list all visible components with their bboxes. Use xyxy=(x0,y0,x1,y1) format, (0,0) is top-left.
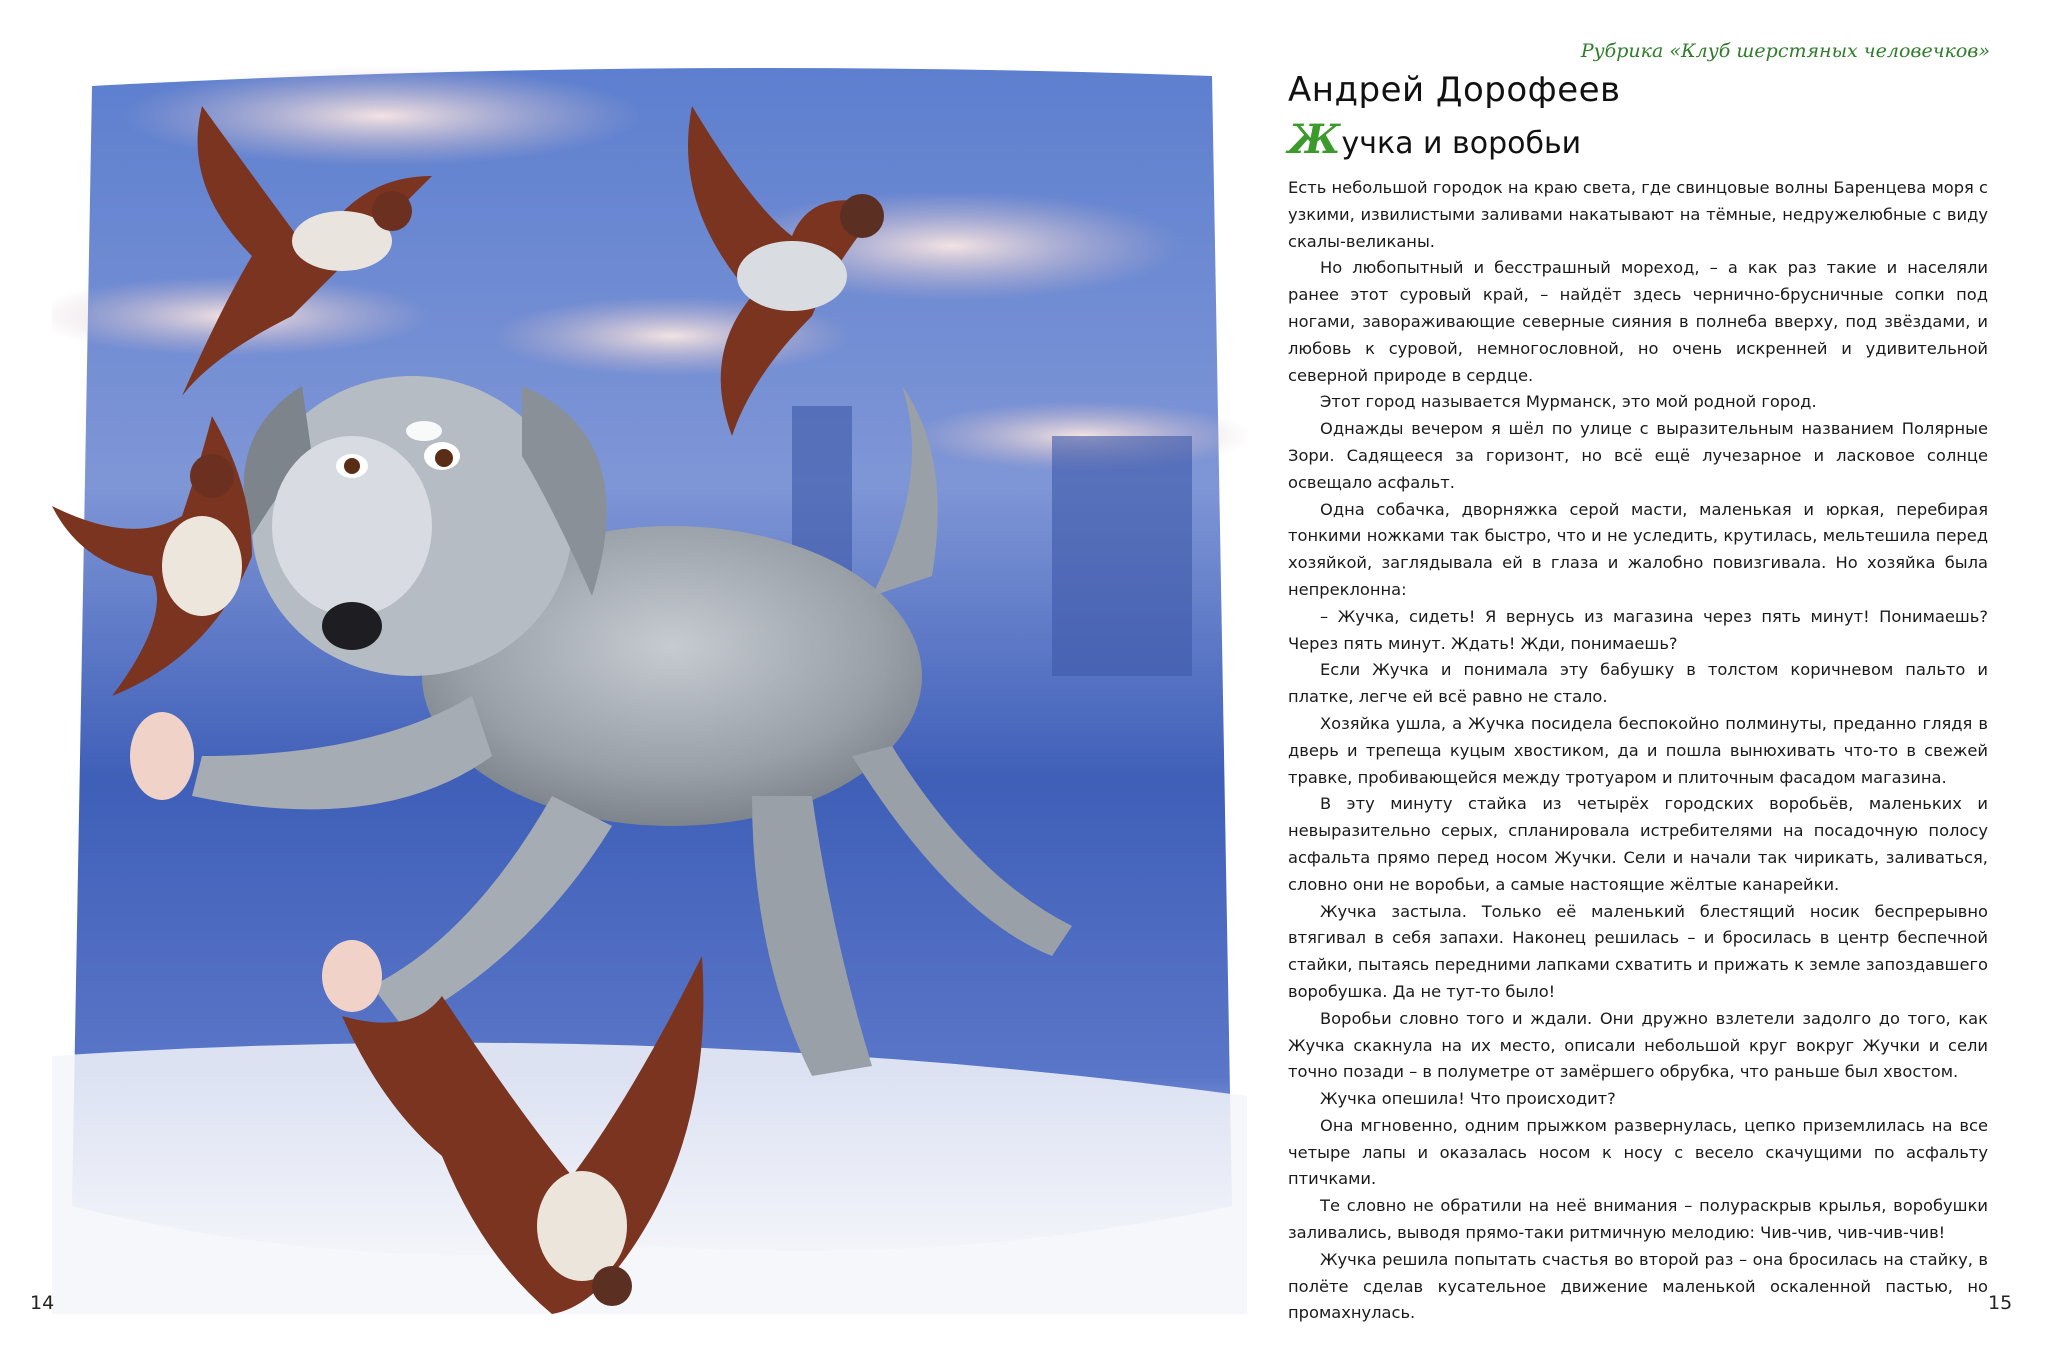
title-initial: Ж xyxy=(1288,116,1341,163)
paragraph: Жучка опешила! Что происходит? xyxy=(1320,1089,1616,1109)
dog-and-sparrows-painting-icon xyxy=(52,56,1247,1314)
page-number-right: 15 xyxy=(1988,1292,2013,1314)
author-name: Андрей Дорофеев xyxy=(1288,70,1621,110)
rubric-header: Рубрика «Клуб шерстяных человечков» xyxy=(1580,40,1990,62)
page-number-left: 14 xyxy=(30,1292,55,1314)
dog-and-sparrows-illustration xyxy=(52,56,1247,1314)
paragraph: Жучка застыла. Только её маленький блестящий носик беспрерывно втягивал в себя запахи. Наконец решилась – и бросилась в центр беспечной стайки, пытаясь передними лапками схватить и прижать к земле запоздавшего воробушка. Да не тут-то было! xyxy=(1288,901,1988,1001)
paragraph: Есть небольшой городок на краю света, где свинцовые волны Баренцева моря с узкими, извилистыми заливами накатывают на тёмные, недружелюбные с виду скалы-великаны. xyxy=(1288,178,1988,251)
title-rest: учка и воробьи xyxy=(1341,126,1582,161)
story-title xyxy=(1288,116,1581,163)
paragraph: В эту минуту стайка из четырёх городских воробьёв, маленьких и невыразительно серых, спланировала истребителями на посадочную полосу асфальта прямо перед носом Жучки. Сели и начали так чирикать, заливаться, словно они не воробьи, а самые настоящие жёлтые канарейки. xyxy=(1288,794,1988,894)
paragraph: Жучка решила попытать счастья во второй раз – она бросилась на стайку, в полёте сделав кусательное движение маленькой оскаленной пастью, но промахнулась. xyxy=(1288,1249,1988,1323)
paragraph: Воробьи словно того и ждали. Они дружно взлетели задолго до того, как Жучка скакнула на их место, описали небольшой круг вокруг Жучки и сели точно позади – в полуметре от замёршего обрубка, что раньше был хвостом. xyxy=(1288,1008,1988,1082)
paragraph: – Жучка, сидеть! Я вернусь из магазина через пять минут! Понимаешь? Через пять минут. Ждать! Жди, понимаешь? xyxy=(1288,606,1988,653)
paragraph: Однажды вечером я шёл по улице с выразительным названием Полярные Зори. Садящееся за горизонт, но всё ещё лучезарное и ласковое солнце освещало асфальт. xyxy=(1288,419,1988,492)
illustration-svg xyxy=(52,56,1247,1314)
paragraph: Но любопытный и бесстрашный мореход, – а как раз такие и населяли ранее этот суровый край, – найдёт здесь чернично-брусничные сопки под ногами, завораживающие северные сияния в полнеба вверху, под звёздами, и любовь к суровой, немногословной, но очень искренней и удивительной северной природе в сердце. xyxy=(1288,258,1988,385)
paragraph: Если Жучка и понимала эту бабушку в толстом коричневом пальто и платке, легче ей всё равно не стало. xyxy=(1288,660,1988,707)
story-body xyxy=(1288,175,1988,1327)
paragraph: Одна собачка, дворняжка серой масти, маленькая и юркая, перебирая тонкими ножками так быстро, что и не уследить, крутилась, мельтешила перед хозяйкой, заглядывала ей в глаза и жалобно повизгивала. Но хозяйка была непреклонна: xyxy=(1288,499,1988,599)
paragraph: Этот город называется Мурманск, это мой родной город. xyxy=(1320,392,1817,412)
paragraph: Она мгновенно, одним прыжком развернулась, цепко приземлилась на все четыре лапы и оказалась носом к носу с весело скачущими по асфальту птичками. xyxy=(1288,1115,1988,1189)
paragraph: Те словно не обратили на неё внимания – полураскрыв крылья, воробушки заливались, выводя прямо-таки ритмичную мелодию: Чив-чив, чив-чив-чив! xyxy=(1288,1196,1988,1243)
building xyxy=(1052,436,1192,676)
paragraph: Хозяйка ушла, а Жучка посидела беспокойно полминуты, преданно глядя в дверь и трепеща куцым хвостиком, да и пошла вынюхивать что-то в свежей травке, пробивающейся между тротуаром и плиточным фасадом магазина. xyxy=(1288,713,1988,787)
